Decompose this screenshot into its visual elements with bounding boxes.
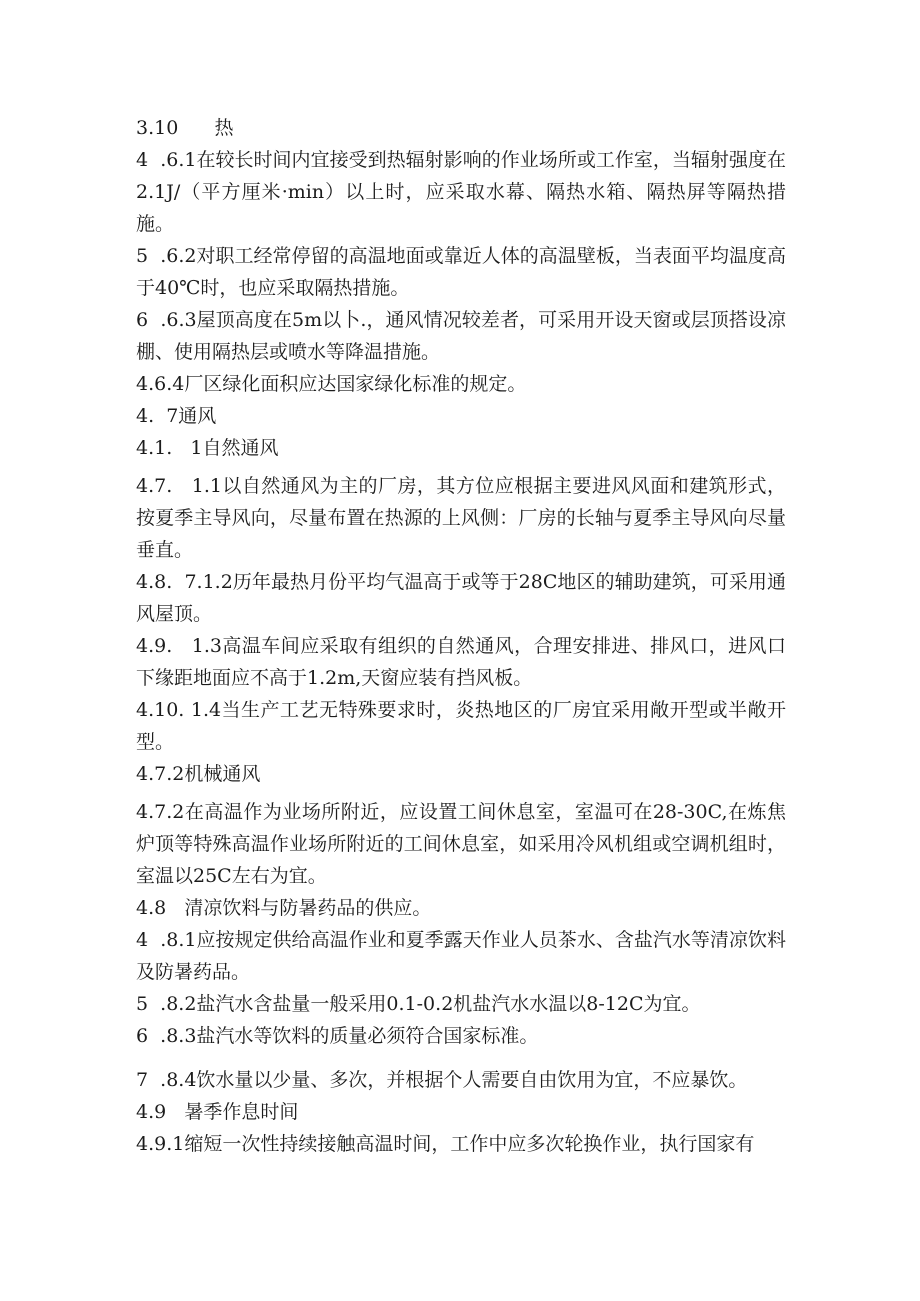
paragraph-4-8-3: 6 .8.3盐汽水等饮料的质量必须符合国家标准。 bbox=[136, 1025, 539, 1047]
paragraph-4-8-2: 5 .8.2盐汽水含盐量一般采用0.1-0.2机盐汽水水温以8-12C为宜。 bbox=[136, 993, 701, 1015]
paragraph-4-6-2: 5 .6.2对职工经常停留的高温地面或靠近人体的高温壁板，当表面平均温度高于40℃时，也应采取隔热措施。 bbox=[136, 245, 786, 299]
paragraph-4-6-1: 4 .6.1在较长时间内宜接受到热辐射影响的作业场所或工作室，当辐射强度在2.1J/（平方厘米·min）以上时，应采取水幕、隔热水箱、隔热屏等隔热措施。 bbox=[136, 149, 786, 235]
paragraph-4-6-4: 4.6.4厂区绿化面积应达国家绿化标准的规定。 bbox=[136, 373, 527, 395]
paragraph-4-8-4: 7 .8.4饮水量以少量、多次，并根据个人需要自由饮用为宜，不应暴饮。 bbox=[136, 1069, 748, 1091]
subsection-heading-natural-ventilation: 4.1. 1自然通风 bbox=[136, 437, 279, 459]
paragraph-4-6-3: 6 .6.3屋顶高度在5m以卜.，通风情况较差者，可采用开设天窗或层顶搭设凉棚、使用隔热层或喷水等降温措施。 bbox=[136, 309, 786, 363]
subsection-heading-mechanical-ventilation: 4.7.2机械通风 bbox=[136, 763, 261, 785]
section-heading-drinks-and-medicine: 4.8 清凉饮料与防暑药品的供应。 bbox=[136, 897, 432, 919]
paragraph-4-7-1-3: 4.9. 1.3高温车间应采取有组织的自然通风，合理安排进、排风口，进风口下缘距地面应不高于1.2m,天窗应装有挡风板。 bbox=[136, 635, 786, 689]
section-heading-ventilation: 4. 7通风 bbox=[136, 405, 217, 427]
document-body bbox=[136, 112, 786, 1160]
paragraph-4-7-1-4: 4.10. 1.4当生产工艺无特殊要求时，炎热地区的厂房宜采用敞开型或半敞开型。 bbox=[136, 699, 786, 753]
section-heading-heat: 3.10 热 bbox=[136, 117, 234, 139]
paragraph-4-8-1: 4 .8.1应按规定供给高温作业和夏季露天作业人员茶水、含盐汽水等清凉饮料及防暑药品。 bbox=[136, 929, 786, 983]
paragraph-4-7-1-1: 4.7. 1.1以自然通风为主的厂房，其方位应根据主要进风风面和建筑形式，按夏季主导风向，尽量布置在热源的上风侧：厂房的长轴与夏季主导风向尽量垂直。 bbox=[136, 475, 786, 561]
paragraph-4-7-1-2: 4.8. 7.1.2历年最热月份平均气温高于或等于28C地区的辅助建筑，可采用通风屋顶。 bbox=[136, 571, 786, 625]
paragraph-4-7-2: 4.7.2在高温作为业场所附近，应设置工间休息室，室温可在28-30C,在炼焦炉顶等特殊高温作业场所附近的工间休息室，如采用冷风机组或空调机组时，室温以25C左右为宜。 bbox=[136, 801, 786, 887]
section-heading-summer-schedule: 4.9 暑季作息时间 bbox=[136, 1101, 299, 1123]
paragraph-4-9-1: 4.9.1缩短一次性持续接触高温时间，工作中应多次轮换作业，执行国家有 bbox=[136, 1133, 755, 1155]
